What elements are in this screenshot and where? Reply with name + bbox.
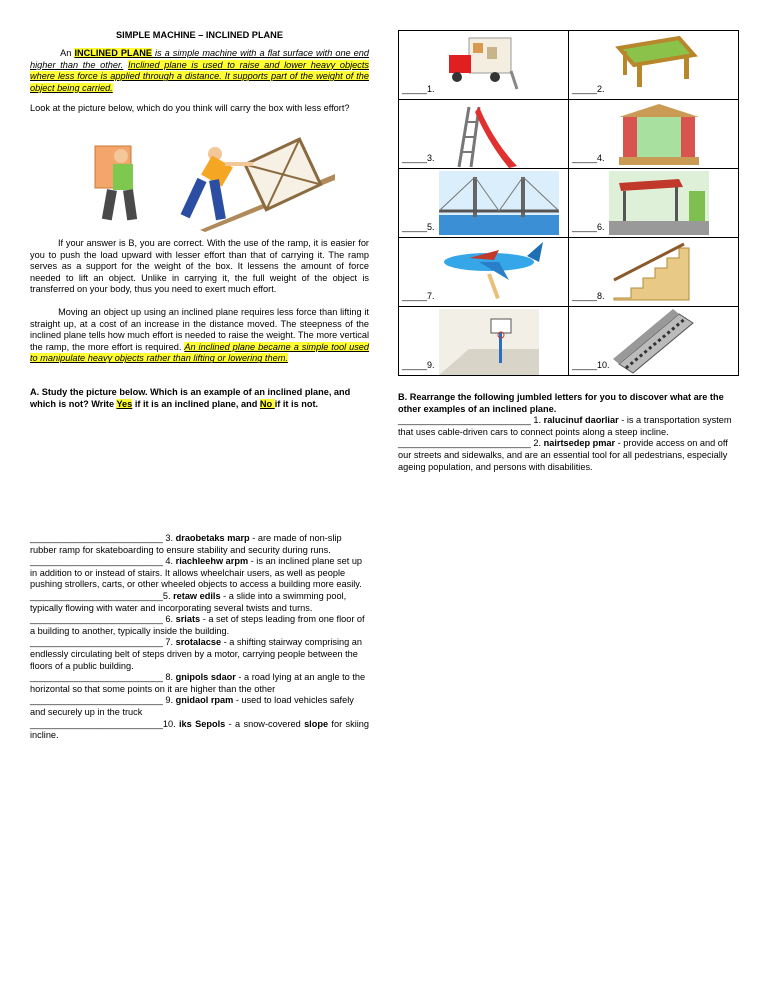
slope-keyword: slope <box>304 718 329 729</box>
answer-blank[interactable]: __________________________ 4. <box>30 556 176 567</box>
item-description: - a slide into a swimming pool, typically flowing with water and incorporating several twists and turns. <box>30 590 347 613</box>
grid-cell-6 <box>569 169 739 238</box>
list-item-6 <box>30 614 369 637</box>
part-a-instr-3: if it is not. <box>274 398 319 409</box>
jumbled-word: gnipols sdaor <box>175 672 236 683</box>
grid-label-6: _____6. <box>572 222 605 233</box>
part-b-instructions: B. Rearrange the following jumbled letters for you to discover what are the other examples of an inclined plane. <box>398 392 724 414</box>
grid-cell-3 <box>399 100 569 169</box>
stairs-icon <box>609 240 699 304</box>
answer-blank[interactable]: __________________________ 8. <box>30 672 176 683</box>
usage-text: Inclined plane is used to raise and lower heavy objects where less force is applied through a distance. It supports part of the weight of the object being carried. <box>30 59 369 93</box>
item-description: - provide access on and off our streets and sidewalks, and are an essential tool for all pedestrians, especially ageing population, and persons with disabilities. <box>398 438 728 472</box>
page-title: SIMPLE MACHINE – INCLINED PLANE <box>116 30 283 40</box>
term-inclined-plane: INCLINED PLANE <box>74 48 152 58</box>
grid-label-8: _____8. <box>572 291 605 302</box>
explanation-highlight: An inclined plane became a simple tool used to manipulate heavy objects rather than lifting or lowering them. <box>30 341 370 364</box>
explanation-paragraph-1 <box>30 238 369 296</box>
answer-blank[interactable]: __________________________ 9. <box>30 695 176 706</box>
jumbled-word: gnidaol rpam <box>175 695 234 706</box>
answer-blank[interactable]: __________________________10. <box>30 718 179 729</box>
grid-label-4: _____4. <box>572 153 605 164</box>
grid-cell-1 <box>399 31 569 100</box>
list-item-4 <box>30 556 369 591</box>
grid-cell-4 <box>569 100 739 169</box>
item-description: - a set of steps leading from one floor of a building to another, typically inside the building. <box>30 614 365 636</box>
grid-label-3: _____3. <box>402 153 435 164</box>
jumbled-word: srotalacse <box>175 637 222 648</box>
stage-icon <box>609 102 709 170</box>
grid-cell-5 <box>399 169 569 238</box>
grid-cell-10 <box>569 307 739 376</box>
list-item-3 <box>30 533 369 556</box>
explanation-paragraph-2 <box>30 307 369 365</box>
grid-label-7: _____7. <box>402 291 435 302</box>
answer-blank[interactable]: __________________________5. <box>30 590 174 601</box>
carry-vs-ramp-illustration <box>85 134 345 234</box>
airplane-ramp-icon <box>439 240 549 304</box>
crate-icon <box>245 139 321 210</box>
answer-blank[interactable]: __________________________ 7. <box>30 637 176 648</box>
item-description: - are made of non-slip rubber ramp for skateboarding to ensure stability and security during runs. <box>30 533 342 555</box>
slide-icon <box>439 102 529 170</box>
jumbled-word: nairtsedep pmar <box>543 438 616 449</box>
picture-grid <box>398 30 739 375</box>
grid-label-5: _____5. <box>402 222 435 233</box>
table-icon <box>609 33 699 93</box>
person-shirt-icon <box>113 164 133 190</box>
intro-paragraph <box>30 48 369 94</box>
part-b-section <box>398 392 739 473</box>
part-b-item-2 <box>398 438 739 473</box>
item-description: - is a transportation system that uses cable-driven cars to connect points along a steep incline. <box>398 415 732 437</box>
jumbled-word: sriats <box>175 614 201 625</box>
list-item-5 <box>30 591 369 614</box>
answer-blank[interactable]: __________________________ 1. <box>398 415 544 426</box>
question-text: Look at the picture below, which do you think will carry the box with less effort? <box>30 103 350 113</box>
part-a-instr-1: A. Study the picture below. Which is an example of an inclined plane, and which is not? Write <box>30 387 351 409</box>
item-description: - used to load vehicles safely and securely up in the truck <box>30 695 354 717</box>
list-item-8 <box>30 672 369 695</box>
jumbled-word-list <box>30 533 369 742</box>
yes-keyword: Yes <box>116 398 133 409</box>
grid-cell-7 <box>399 238 569 307</box>
explanation-text-1: If your answer is B, you are correct. With the use of the ramp, it is easier for you to push the load upward with lesser effort than that of carrying it. The ramp serves as a support for the weight of the box. It lessens the amount of force needed to lift an object. Unlike in carrying it, the full weight of the object is transferred on your body, thus you need to exert much effort. <box>30 238 369 295</box>
grid-label-10: _____10. <box>572 360 610 371</box>
list-item-7 <box>30 637 369 672</box>
jumbled-word: ralucinuf daorliar <box>543 415 619 426</box>
item-description: - a shifting stairway comprising an endlessly circulating belt of steps driven by a motor, carrying people between the floors of a public building. <box>30 637 363 671</box>
grid-cell-2 <box>569 31 739 100</box>
explanation-text-2: Moving an object up using an inclined plane requires less force than lifting it straight up, at a cost of an increase in the distance moved. The steepness of the inclined plane tells how much effort is needed to raise the weight. The more vertical the ramp, the more effort is required. <box>30 307 369 352</box>
jumbled-word: draobetaks marp <box>175 533 250 543</box>
answer-blank[interactable]: __________________________ 2. <box>398 438 544 449</box>
jumbled-word: riachleehw arpm <box>175 556 249 567</box>
basketball-court-icon <box>439 309 539 375</box>
part-a-instr-2: if it is an inclined plane, and <box>132 398 260 409</box>
grid-label-2: _____2. <box>572 84 605 95</box>
jumbled-word: iks Sepols <box>178 718 226 729</box>
part-a-instructions <box>30 387 369 410</box>
answer-blank[interactable]: __________________________ 6. <box>30 614 176 625</box>
list-item-10 <box>30 719 369 742</box>
item-description: - is an inclined plane set up in addition to or instead of stairs. It allows wheelchair users, as well as people pushing strollers, carts, or other wheeled objects to access a building more easily. <box>30 556 363 590</box>
list-item-9 <box>30 695 369 718</box>
item-description: - a snow-covered <box>225 718 305 729</box>
jumbled-word: retaw edils <box>173 590 221 601</box>
escalator-icon <box>609 309 709 375</box>
moving-truck-ramp-icon <box>439 33 519 93</box>
part-b-item-1 <box>398 415 739 438</box>
grid-label-1: _____1. <box>402 84 435 95</box>
item-description-end: for skiing incline. <box>30 718 369 741</box>
answer-blank[interactable]: __________________________ 3. <box>30 533 176 543</box>
no-keyword: No <box>259 398 275 409</box>
grid-label-9: _____9. <box>402 360 435 371</box>
grid-cell-9 <box>399 307 569 376</box>
waiting-shed-icon <box>609 171 709 235</box>
definition-text: is a simple machine with a flat surface with one end higher than the other. <box>30 48 370 70</box>
item-description: - a road lying at an angle to the horizontal so that some points on it are higher than the other <box>30 672 366 694</box>
person-head-icon <box>114 149 128 163</box>
bridge-icon <box>439 171 559 235</box>
grid-cell-8 <box>569 238 739 307</box>
intro-lead: An <box>60 48 75 58</box>
